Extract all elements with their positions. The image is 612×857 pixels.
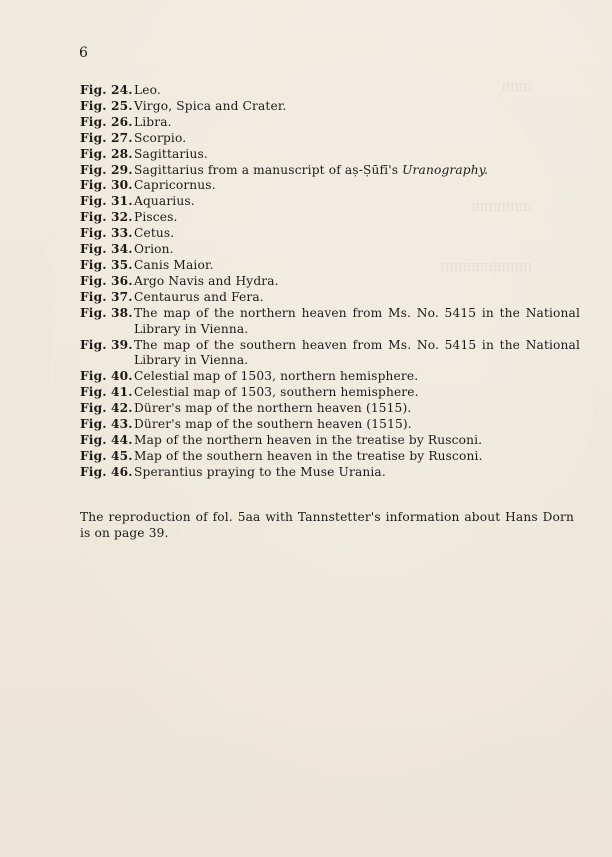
figure-caption: Cetus.	[134, 226, 175, 241]
figure-caption: Centaurus and Fera.	[134, 289, 264, 304]
figure-label: Fig. 31.	[80, 194, 133, 209]
figure-caption: Sagittarius.	[134, 146, 208, 161]
figure-entry	[80, 99, 580, 115]
figure-entry	[80, 131, 580, 147]
figure-entry	[80, 163, 580, 179]
figure-entry	[80, 115, 580, 131]
figure-label: Fig. 41.	[80, 385, 133, 400]
figure-label: Fig. 27.	[80, 130, 133, 145]
figure-label: Fig. 46.	[80, 464, 133, 479]
figure-entry	[80, 306, 580, 338]
figure-entry	[80, 369, 580, 385]
figure-label: Fig. 35.	[80, 257, 133, 272]
figure-entry	[80, 401, 580, 417]
figure-label: Fig. 42.	[80, 401, 133, 416]
figure-entry	[80, 242, 580, 258]
figure-label: Fig. 33.	[80, 226, 133, 241]
figure-caption: Capricornus.	[134, 178, 216, 193]
figure-entry	[80, 433, 580, 449]
page-number: 6	[79, 45, 88, 61]
figure-caption-title: Uranography.	[402, 162, 489, 177]
figure-caption: Libra.	[134, 114, 172, 129]
figure-entry	[80, 338, 580, 370]
figure-caption: Map of the southern heaven in the treatise by Rusconi.	[134, 448, 483, 463]
figure-entry	[80, 290, 580, 306]
figure-label: Fig. 29.	[80, 162, 133, 177]
figure-label: Fig. 39.	[80, 337, 133, 352]
figure-entry	[80, 258, 580, 274]
figure-entry	[80, 226, 580, 242]
figure-caption: Dürer's map of the southern heaven (1515).	[134, 417, 412, 432]
figure-caption-text: Sagittarius from a manuscript of aṣ-Ṣūfī's	[134, 162, 399, 177]
figure-label: Fig. 44.	[80, 432, 133, 447]
figure-label: Fig. 37.	[80, 289, 133, 304]
figure-entry	[80, 274, 580, 290]
figure-label: Fig. 43.	[80, 417, 133, 432]
figure-caption: The map of the southern heaven from Ms. No. 5415 in the National Library in Vienna.	[134, 337, 580, 368]
figure-caption: Leo.	[134, 83, 161, 97]
figure-label: Fig. 30.	[80, 178, 133, 193]
figure-caption: Canis Maior.	[134, 257, 214, 272]
figure-label: Fig. 25.	[80, 98, 133, 113]
figure-caption: Argo Navis and Hydra.	[134, 273, 279, 288]
figure-label: Fig. 36.	[80, 273, 133, 288]
figure-label: Fig. 32.	[80, 210, 133, 225]
reproduction-note: The reproduction of fol. 5aa with Tannstetter's information about Hans Dorn is on page 39.	[80, 510, 574, 541]
figure-label: Fig. 26.	[80, 114, 133, 129]
figure-entry	[80, 417, 580, 433]
figure-caption: Dürer's map of the northern heaven (1515).	[134, 401, 412, 416]
figure-caption: Celestial map of 1503, northern hemisphere.	[134, 369, 419, 384]
figure-caption: Celestial map of 1503, southern hemisphere.	[134, 385, 419, 400]
figure-caption: Pisces.	[134, 210, 178, 225]
figure-caption	[134, 163, 580, 179]
figure-caption: Scorpio.	[134, 130, 187, 145]
figure-entry	[80, 465, 580, 481]
figure-entry	[80, 385, 580, 401]
figure-caption: Sperantius praying to the Muse Urania.	[134, 464, 386, 479]
show-through-reverse-page: IIIIIII IIIIIIIIIIIIII IIIIIIIIIIIIIIIIIIIII	[440, 81, 532, 274]
figure-entry	[80, 449, 580, 465]
figure-label: Fig. 45.	[80, 448, 133, 463]
figure-caption: The map of the northern heaven from Ms. No. 5415 in the National Library in Vienna.	[134, 305, 580, 336]
figure-entry	[80, 83, 580, 99]
figure-caption: Map of the northern heaven in the treatise by Rusconi.	[134, 432, 483, 447]
figure-entry	[80, 147, 580, 163]
figure-label: Fig. 28.	[80, 146, 133, 161]
figure-caption: Virgo, Spica and Crater.	[134, 98, 287, 113]
figure-label: Fig. 24.	[80, 83, 133, 97]
figure-entry	[80, 194, 580, 210]
figure-caption: Aquarius.	[134, 194, 195, 209]
figure-entry	[80, 178, 580, 194]
figure-label: Fig. 38.	[80, 305, 133, 320]
figure-entry	[80, 210, 580, 226]
figure-label: Fig. 34.	[80, 242, 133, 257]
figure-label: Fig. 40.	[80, 369, 133, 384]
figure-list	[80, 83, 580, 481]
figure-caption: Orion.	[134, 242, 174, 257]
